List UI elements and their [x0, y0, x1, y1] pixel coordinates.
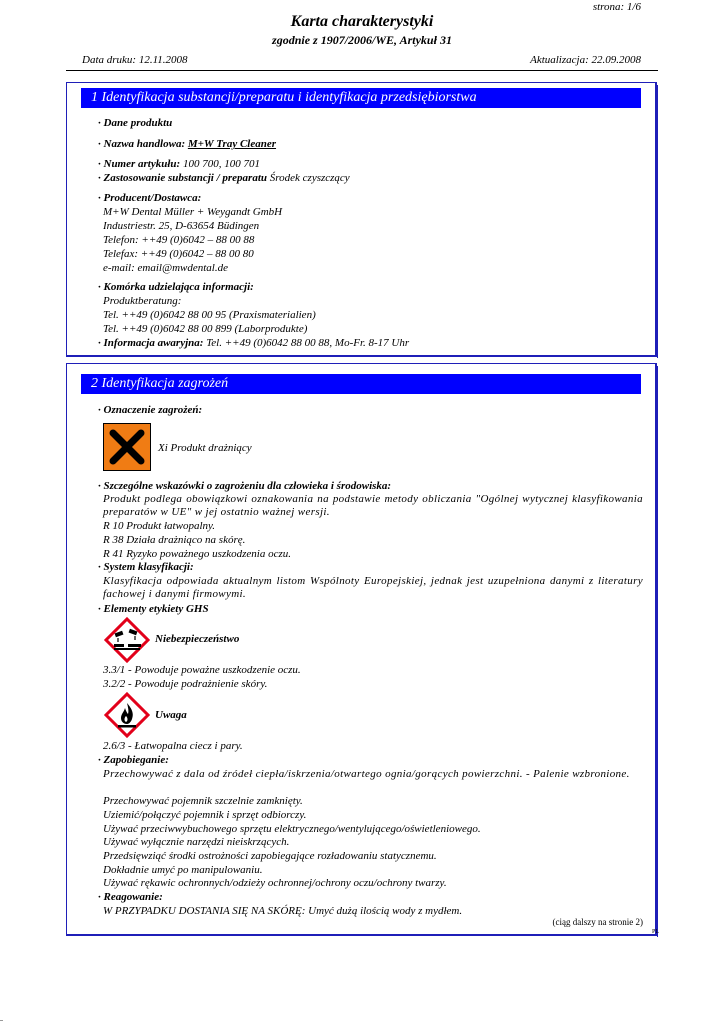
- prevention-line: Przedsięwziąć środki ostrożności zapobiegające rozładowaniu statycznemu.: [103, 850, 437, 862]
- trade-name: M+W Tray Cleaner: [187, 138, 277, 150]
- product-data-label: · Dane produktu: [98, 117, 173, 129]
- corner-mark: [0, 1020, 3, 1021]
- info-line: Tel. ++49 (0)6042 88 00 95 (Praxismaterialien): [103, 309, 316, 321]
- prevention-line: Używać wyłącznie narzędzi nieiskrzących.: [103, 836, 290, 848]
- danger-statement: 3.2/2 - Powoduje podrażnienie skóry.: [103, 678, 268, 690]
- emergency-value: Tel. ++49 (0)6042 88 00 88, Mo-Fr. 8-17 Uhr: [206, 337, 410, 349]
- signal-word-danger: Niebezpieczeństwo: [155, 633, 240, 645]
- prevention-line: Przechowywać pojemnik szczelnie zamknięty.: [103, 795, 303, 807]
- system-label: · System klasyfikacji:: [98, 561, 194, 573]
- danger-statement: 3.3/1 - Powoduje poważne uszkodzenie oczu.: [103, 664, 301, 676]
- header-divider: [66, 70, 658, 71]
- hazard-label: · Oznaczenie zagrożeń:: [98, 404, 203, 416]
- info-line: Tel. ++49 (0)6042 88 00 899 (Laborprodukte): [103, 323, 308, 335]
- use-row: · Zastosowanie substancji / preparatu Środek czyszczący: [98, 172, 350, 184]
- corrosion-pictogram-icon: [104, 617, 150, 663]
- hazard-symbol-text: Xi Produkt drażniący: [158, 442, 252, 454]
- signal-word-warning: Uwaga: [155, 709, 187, 721]
- continued-note: (ciąg dalszy na stronie 2): [552, 917, 643, 927]
- warning-statement: 2.6/3 - Łatwopalna ciecz i pary.: [103, 740, 243, 752]
- prevention-line: Uziemić/połączyć pojemnik i sprzęt odbiorczy.: [103, 809, 307, 821]
- prevention-label: · Zapobieganie:: [98, 754, 169, 766]
- print-date: Data druku: 12.11.2008: [82, 54, 188, 66]
- page-number: strona: 1/6: [592, 1, 641, 13]
- r-phrase: R 41 Ryzyko poważnego uszkodzenia oczu.: [103, 548, 291, 560]
- producer-line: M+W Dental Müller + Weygandt GmbH: [103, 206, 283, 218]
- section-2-heading: 2 Identyfikacja zagrożeń: [81, 374, 641, 394]
- xi-irritant-cross-icon: [103, 423, 151, 471]
- prevention-line: Używać przeciwwybuchowego sprzętu elektrycznego/wentylującego/oświetleniowego.: [103, 823, 481, 835]
- article-number: 100 700, 100 701: [182, 158, 260, 170]
- info-label: · Komórka udzielająca informacji:: [98, 281, 254, 293]
- use-value: Środek czyszczący: [269, 172, 350, 184]
- section-1-heading: 1 Identyfikacja substancji/preparatu i identyfikacja przedsiębiorstwa: [81, 88, 641, 108]
- update-date: Aktualizacja: 22.09.2008: [530, 54, 641, 66]
- reaction-label: · Reagowanie:: [98, 891, 163, 903]
- producer-line: Telefax: ++49 (0)6042 – 88 00 80: [103, 248, 254, 260]
- language-code: PL: [651, 929, 659, 935]
- producer-line: Industriestr. 25, D-63654 Büdingen: [103, 220, 260, 232]
- prevention-text: Przechowywać z dala od źródeł ciepła/iskrzenia/otwartego ognia/gorących powierzchni. - Palenie wzbronione.: [103, 768, 630, 780]
- section-2: [66, 363, 657, 936]
- document-title: Karta charakterystyki: [290, 13, 434, 30]
- ghs-label: · Elementy etykiety GHS: [98, 603, 209, 615]
- document-subtitle: zgodnie z 1907/2006/WE, Artykuł 31: [272, 33, 452, 47]
- producer-email[interactable]: e-mail: email@mwdental.de: [103, 262, 228, 274]
- system-text: Klasyfikacja odpowiada aktualnym listom Wspólnoty Europejskiej, jednak jest uzupełniona danymi z literatury fachowej i danymi firmowymi.: [103, 575, 643, 600]
- producer-line: Telefon: ++49 (0)6042 – 88 00 88: [103, 234, 255, 246]
- emergency-row: · Informacja awaryjna: Tel. ++49 (0)6042 88 00 88, Mo-Fr. 8-17 Uhr: [98, 337, 410, 349]
- reaction-text: W PRZYPADKU DOSTANIA SIĘ NA SKÓRĘ: Umyć dużą ilością wody z mydłem.: [103, 905, 463, 917]
- r-phrase: R 10 Produkt łatwopalny.: [103, 520, 216, 532]
- info-line: Produktberatung:: [103, 295, 182, 307]
- r-phrase: R 38 Działa drażniąco na skórę.: [103, 534, 246, 546]
- section-1: [66, 82, 657, 357]
- producer-label: · Producent/Dostawca:: [98, 192, 202, 204]
- special-text: Produkt podlega obowiązkowi oznakowania na podstawie metody obliczania "Ogólnej wytycznej klasyfikowania preparatów w UE" w jej ostatnio ważnej wersji.: [103, 493, 643, 518]
- article-row: · Numer artykułu: 100 700, 100 701: [98, 158, 260, 170]
- special-label: · Szczególne wskazówki o zagrożeniu dla człowieka i środowiska:: [98, 480, 392, 492]
- prevention-line: Dokładnie umyć po manipulowaniu.: [103, 864, 263, 876]
- trade-name-row: · Nazwa handlowa: M+W Tray Cleaner: [98, 138, 277, 150]
- prevention-line: Używać rękawic ochronnych/odzieży ochronnej/ochrony oczu/ochrony twarzy.: [103, 877, 447, 889]
- flame-pictogram-icon: [104, 692, 150, 738]
